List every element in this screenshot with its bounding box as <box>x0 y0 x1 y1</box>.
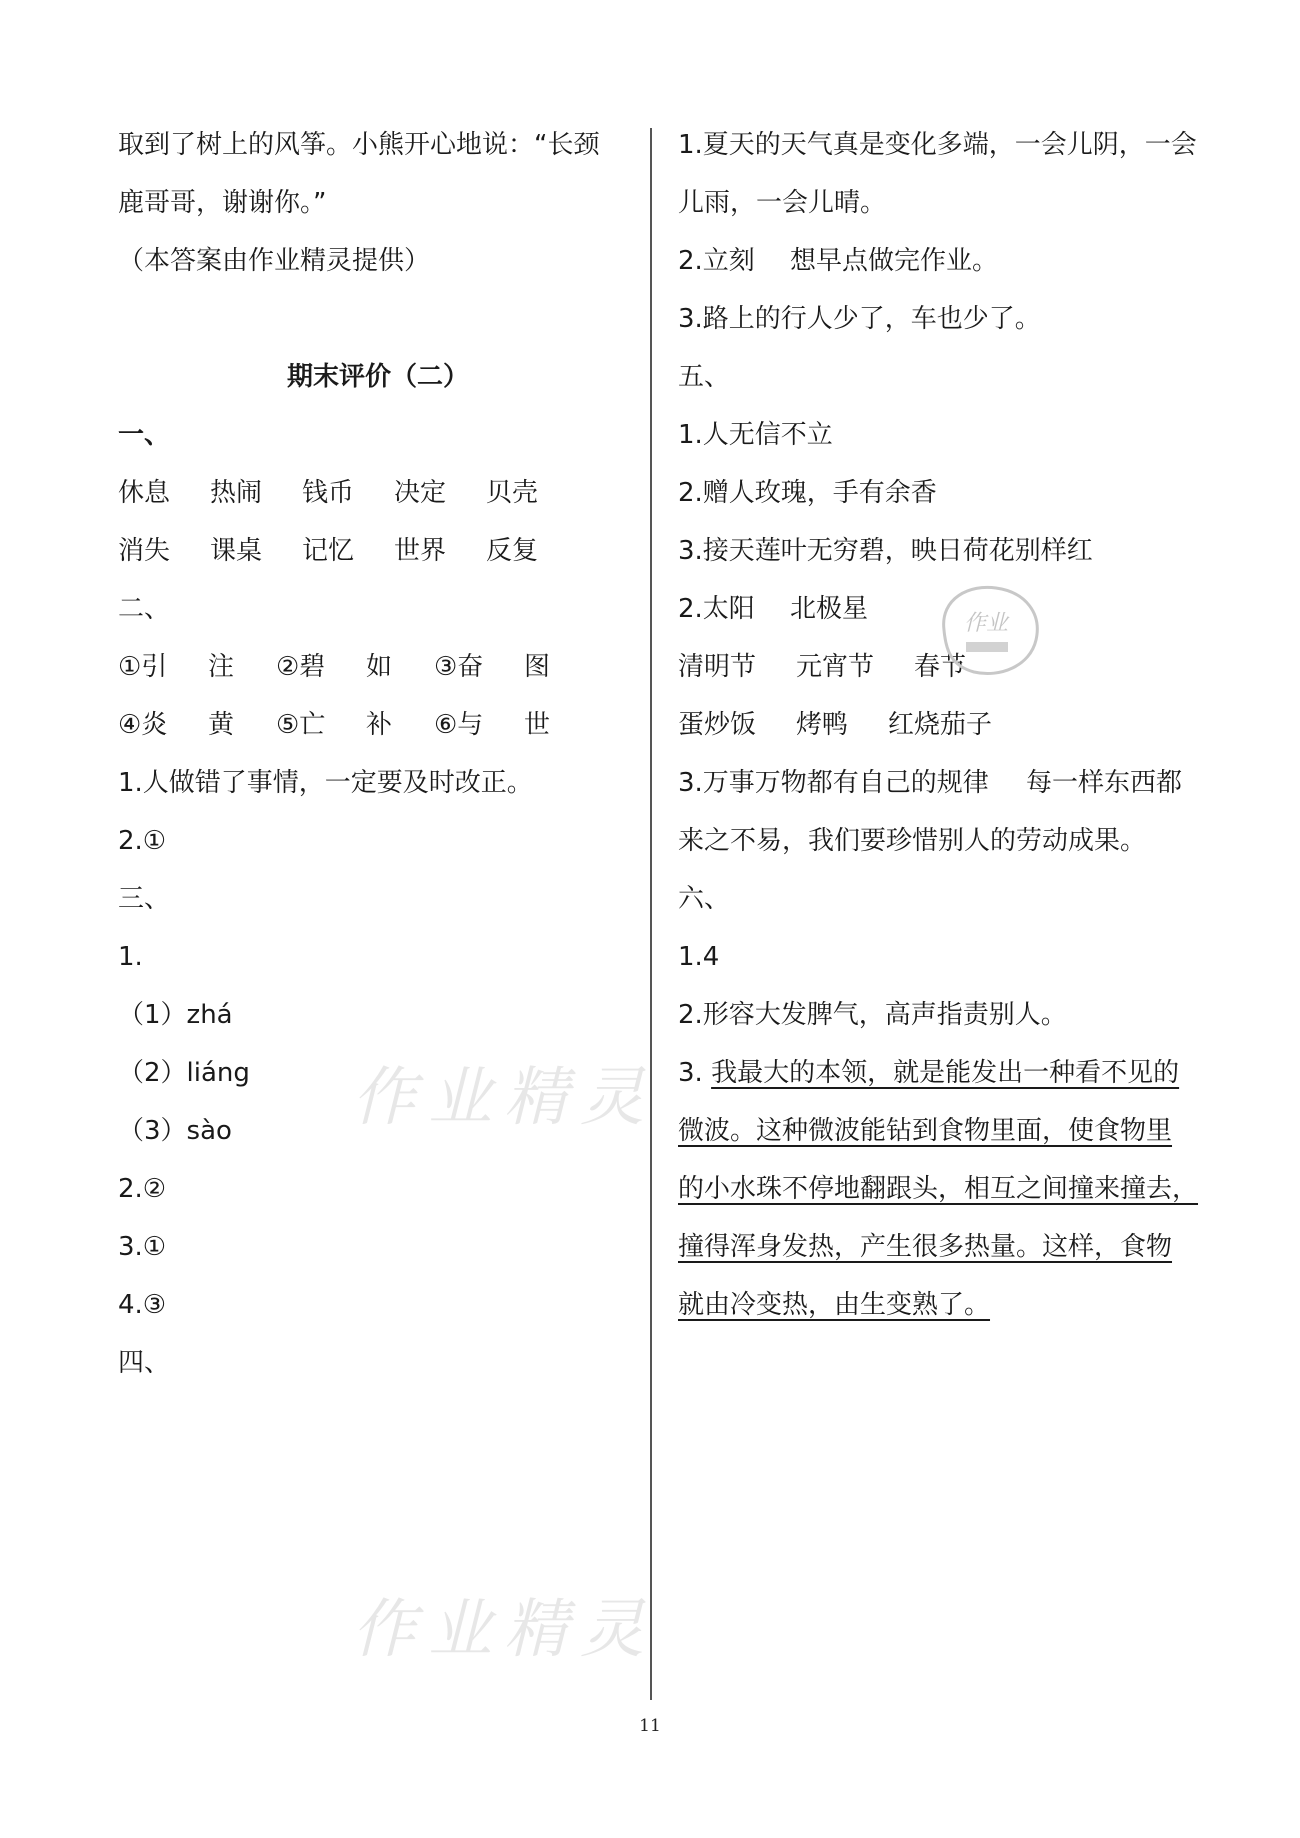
section-6-heading: 六、 <box>678 884 731 914</box>
word: 反复 <box>486 536 539 566</box>
idiom-blank: 黄 <box>208 710 235 740</box>
answer-4-1-line-2: 儿雨，一会儿晴。 <box>678 188 887 218</box>
underlined-answer: 的小水珠不停地翻跟头，相互之间撞来撞去， <box>678 1174 1199 1204</box>
answer-6-2: 2.形容大发脾气，高声指责别人。 <box>678 1000 1067 1030</box>
idiom-blank: 图 <box>524 652 551 682</box>
answer-part: 每一样东西都 <box>1026 768 1183 798</box>
answer-part: 蛋炒饭 <box>678 710 757 740</box>
answer-3-1a: （1）zhá <box>118 1000 233 1030</box>
word: 决定 <box>394 478 447 508</box>
watermark: 作业精灵 <box>352 1593 656 1667</box>
words-row-2 <box>118 534 578 568</box>
answer-part: 烤鸭 <box>796 710 849 740</box>
answer-part: 3.万事万物都有自己的规律 <box>678 768 989 798</box>
section-2-heading: 二、 <box>118 594 171 624</box>
section-title: 期末评价（二） <box>286 362 469 392</box>
answer-3-1: 1. <box>118 942 143 972</box>
underlined-answer: 微波。这种微波能钻到食物里面，使食物里 <box>678 1116 1173 1146</box>
idiom-row-1 <box>118 650 592 684</box>
word: 世界 <box>394 536 447 566</box>
section-5-heading: 五、 <box>678 362 731 392</box>
idiom-row-2 <box>118 708 592 742</box>
section-4-heading: 四、 <box>118 1348 171 1378</box>
word: 热闹 <box>210 478 263 508</box>
underlined-answer: 撞得浑身发热，产生很多热量。这样，食物 <box>678 1232 1173 1262</box>
idiom-blank: ③奋 <box>434 652 484 682</box>
word: 记忆 <box>302 536 355 566</box>
answer-5-4 <box>678 592 868 626</box>
underlined-answer: 就由冷变热，由生变熟了。 <box>678 1290 991 1320</box>
answer-4-3: 3.路上的行人少了，车也少了。 <box>678 304 1041 334</box>
answer-4-1-line-1: 1.夏天的天气真是变化多端，一会儿阴，一会 <box>678 130 1197 160</box>
answer-2-1: 1.人做错了事情，一定要及时改正。 <box>118 768 533 798</box>
answer-5-7-line-2: 来之不易，我们要珍惜别人的劳动成果。 <box>678 826 1147 856</box>
answer-part: 2.立刻 <box>678 246 755 276</box>
svg-text:作业: 作业 <box>963 611 1009 636</box>
answer-5-5 <box>678 650 966 684</box>
section-3-heading: 三、 <box>118 884 171 914</box>
idiom-blank: 补 <box>366 710 393 740</box>
answer-part: 元宵节 <box>796 652 875 682</box>
intro-line-1: 取到了树上的风筝。小熊开心地说：“长颈 <box>118 130 600 160</box>
answer-number: 3. <box>678 1058 712 1088</box>
idiom-blank: ⑥与 <box>434 710 484 740</box>
answer-6-3-line-5 <box>678 1288 990 1322</box>
answer-6-3-line-1 <box>678 1056 1179 1090</box>
answer-5-1: 1.人无信不立 <box>678 420 833 450</box>
answer-5-7-line-1 <box>678 766 1182 800</box>
word: 消失 <box>118 536 171 566</box>
idiom-blank: 世 <box>524 710 551 740</box>
answer-6-3-line-4 <box>678 1230 1172 1264</box>
section-1-heading: 一、 <box>118 420 171 450</box>
answer-part: 清明节 <box>678 652 757 682</box>
words-row-1 <box>118 476 578 510</box>
answer-6-3-line-3 <box>678 1172 1198 1206</box>
word: 休息 <box>118 478 171 508</box>
column-divider <box>650 128 652 1700</box>
answer-part: 想早点做完作业。 <box>790 246 999 276</box>
answer-part: 2.太阳 <box>678 594 755 624</box>
idiom-blank: ②碧 <box>276 652 326 682</box>
idiom-blank: ④炎 <box>118 710 168 740</box>
idiom-blank: ⑤亡 <box>276 710 326 740</box>
underlined-answer: 我最大的本领，就是能发出一种看不见的 <box>711 1058 1180 1088</box>
answer-part: 春节 <box>914 652 967 682</box>
answer-3-2: 2.② <box>118 1174 167 1204</box>
idiom-blank: 如 <box>366 652 393 682</box>
page-number: 11 <box>639 1716 661 1736</box>
intro-line-2: 鹿哥哥，谢谢你。” <box>118 188 327 218</box>
watermark: 作业精灵 <box>352 1061 656 1135</box>
word: 贝壳 <box>486 478 539 508</box>
idiom-blank: 注 <box>208 652 235 682</box>
answer-part: 红烧茄子 <box>888 710 993 740</box>
answer-part: 北极星 <box>790 594 869 624</box>
answer-6-1: 1.4 <box>678 942 720 972</box>
answer-3-1c: （3）sào <box>118 1116 232 1146</box>
answer-5-2: 2.赠人玫瑰，手有余香 <box>678 478 937 508</box>
answer-5-6 <box>678 708 992 742</box>
answer-4-2 <box>678 244 998 278</box>
answer-6-3-line-2 <box>678 1114 1172 1148</box>
answer-2-2: 2.① <box>118 826 167 856</box>
answer-3-3: 3.① <box>118 1232 167 1262</box>
word: 钱币 <box>302 478 355 508</box>
word: 课桌 <box>210 536 263 566</box>
answer-credit: （本答案由作业精灵提供） <box>118 246 431 276</box>
answer-3-1b: （2）liáng <box>118 1058 250 1088</box>
answer-3-4: 4.③ <box>118 1290 167 1320</box>
answer-5-3: 3.接天莲叶无穷碧，映日荷花别样红 <box>678 536 1093 566</box>
idiom-blank: ①引 <box>118 652 168 682</box>
